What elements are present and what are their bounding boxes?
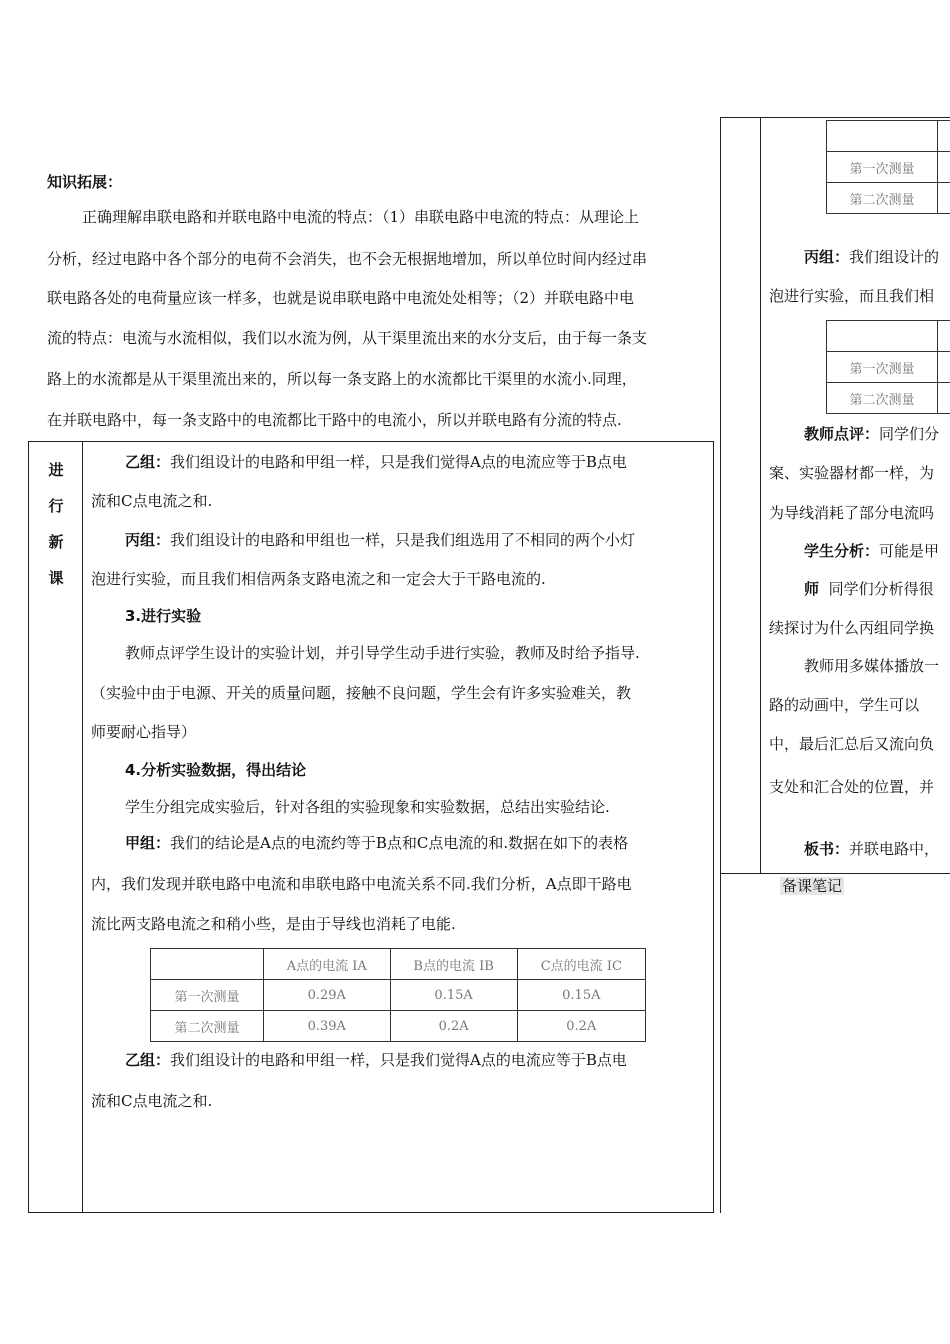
table-cell — [938, 352, 950, 383]
right-bing-text: 我们组设计的 — [849, 248, 940, 266]
right-shi-label: 师 — [804, 580, 820, 598]
right-line-e: 路的动画中，学生可以 — [769, 696, 920, 714]
bing-group-paragraph — [125, 530, 635, 550]
right-line-c: 续探讨为什么丙组同学换 — [769, 619, 935, 637]
right-student-line — [804, 541, 939, 561]
table-cell: 第二次测量 — [827, 183, 938, 214]
step-4-heading: 4.分析实验数据，得出结论 — [125, 761, 307, 779]
table-cell: 0.2A — [517, 1011, 645, 1042]
table-cell: 0.39A — [264, 1011, 391, 1042]
jia-group-text-2: 内，我们发现并联电路中电流和串联电路中电流关系不同.我们分析，A点即干路电 — [91, 875, 632, 893]
table-cell — [938, 383, 950, 414]
right-teacher-label: 教师点评： — [804, 425, 880, 443]
table-row — [151, 1011, 646, 1042]
extension-line-2: 分析，经过电路中各个部分的电荷不会消失，也不会无根据地增加，所以单位时间内经过串 — [47, 250, 648, 268]
right-student-text: 可能是甲 — [879, 542, 940, 560]
right-label-divider — [760, 117, 761, 873]
extension-heading: 知识拓展： — [47, 173, 123, 191]
table-cell: 第一次测量 — [827, 152, 938, 183]
table-row — [827, 152, 950, 183]
yi-group-label: 乙组： — [125, 453, 171, 471]
table-cell: 第二次测量 — [827, 383, 938, 414]
bing-group-text: 我们组设计的电路和甲组也一样，只是我们组选用了不相同的两个小灯 — [170, 531, 636, 549]
jia-group-text-3: 流比两支路电流之和稍小些，是由于导线也消耗了电能. — [91, 915, 456, 933]
right-frame-bottom — [720, 873, 950, 874]
right-frame-left — [720, 117, 721, 1213]
right-table-2 — [826, 320, 950, 414]
right-bing-line-2: 泡进行实验，而且我们相 — [769, 287, 935, 305]
table-header-cell — [151, 949, 264, 980]
step-4-para-1: 学生分组完成实验后，针对各组的实验现象和实验数据，总结出实验结论. — [125, 798, 610, 816]
yi-group-paragraph-2 — [125, 1050, 627, 1070]
right-table-1 — [826, 120, 950, 214]
label-column-divider — [82, 441, 83, 1213]
table-cell — [827, 121, 938, 152]
table-cell: 0.29A — [264, 980, 391, 1011]
right-board-line — [804, 839, 939, 859]
right-line-b: 为导线消耗了部分电流吗 — [769, 504, 935, 522]
right-bing-label: 丙组： — [804, 248, 850, 266]
table-header-cell: B点的电流 IB — [390, 949, 517, 980]
table-header-cell: A点的电流 IA — [264, 949, 391, 980]
current-data-table — [150, 948, 646, 1042]
right-board-text: 并联电路中， — [849, 840, 940, 858]
step-3-para-2: （实验中由于电源、开关的质量问题，接触不良问题，学生会有许多实验难关，教 — [91, 684, 632, 702]
jia-group-paragraph — [125, 833, 628, 853]
right-bing-line — [804, 247, 939, 267]
right-student-label: 学生分析： — [804, 542, 880, 560]
right-shi-text: 同学们分析得很 — [828, 580, 934, 598]
table-row — [827, 383, 950, 414]
table-cell — [827, 321, 938, 352]
section-label-char-1: 进 — [48, 461, 64, 479]
bing-group-label: 丙组： — [125, 531, 171, 549]
yi-group-text-2: 流和C点电流之和. — [91, 492, 213, 510]
table-cell: 第一次测量 — [151, 980, 264, 1011]
table-row — [827, 121, 950, 152]
step-3-heading: 3.进行实验 — [125, 607, 202, 625]
table-row — [827, 183, 950, 214]
table-cell — [938, 152, 950, 183]
extension-line-1: 正确理解串联电路和并联电路中电流的特点：（1）串联电路中电流的特点：从理论上 — [82, 208, 640, 226]
yi-group-text-b: 我们组设计的电路和甲组一样，只是我们觉得A点的电流应等于B点电 — [170, 1051, 627, 1069]
table-cell: 0.15A — [517, 980, 645, 1011]
yi-group-label-2: 乙组： — [125, 1051, 171, 1069]
table-header-cell: C点的电流 IC — [517, 949, 645, 980]
table-cell: 第一次测量 — [827, 352, 938, 383]
step-3-para-3: 师要耐心指导） — [91, 723, 197, 741]
table-cell: 第二次测量 — [151, 1011, 264, 1042]
right-line-a: 案、实验器材都一样，为 — [769, 464, 935, 482]
table-cell: 0.2A — [390, 1011, 517, 1042]
yi-group-text-b2: 流和C点电流之和. — [91, 1092, 213, 1110]
table-cell — [938, 183, 950, 214]
section-label — [47, 452, 65, 596]
extension-line-4: 流的特点：电流与水流相似，我们以水流为例，从干渠里流出来的水分支后，由于每一条支 — [47, 329, 648, 347]
jia-group-text: 我们的结论是A点的电流约等于B点和C点电流的和.数据在如下的表格 — [170, 834, 629, 852]
step-3-para-1: 教师点评学生设计的实验计划，并引导学生动手进行实验，教师及时给予指导. — [125, 644, 640, 662]
table-row — [827, 352, 950, 383]
right-line-f: 中，最后汇总后又流向负 — [769, 735, 935, 753]
section-label-char-3: 新 — [48, 533, 64, 551]
lesson-notes-label: 备课笔记 — [782, 877, 843, 895]
bing-group-text-2: 泡进行实验，而且我们相信两条支路电流之和一定会大于干路电流的. — [91, 570, 546, 588]
jia-group-label: 甲组： — [125, 834, 171, 852]
table-row — [151, 980, 646, 1011]
right-frame-top — [720, 117, 950, 118]
section-label-char-4: 课 — [48, 569, 64, 587]
right-line-d: 教师用多媒体播放一 — [804, 657, 940, 675]
table-cell — [938, 321, 950, 352]
right-line-g: 支处和汇合处的位置，并 — [769, 778, 935, 796]
table-row — [827, 321, 950, 352]
table-cell: 0.15A — [390, 980, 517, 1011]
right-board-label: 板书： — [804, 840, 850, 858]
yi-group-text: 我们组设计的电路和甲组一样，只是我们觉得A点的电流应等于B点电 — [170, 453, 627, 471]
table-cell — [938, 121, 950, 152]
extension-line-3: 联电路各处的电荷量应该一样多，也就是说串联电路中电流处处相等；（2）并联电路中电 — [47, 289, 635, 307]
right-teacher-line — [804, 424, 939, 444]
extension-line-6: 在并联电路中，每一条支路中的电流都比干路中的电流小，所以并联电路有分流的特点. — [47, 411, 622, 429]
yi-group-paragraph-1 — [125, 452, 627, 472]
right-teacher-text: 同学们分 — [879, 425, 940, 443]
section-label-char-2: 行 — [48, 497, 64, 515]
table-header-row — [151, 949, 646, 980]
extension-line-5: 路上的水流都是从干渠里流出来的，所以每一条支路上的水流都比干渠里的水流小.同理， — [47, 370, 637, 388]
right-shi-line — [804, 579, 934, 599]
